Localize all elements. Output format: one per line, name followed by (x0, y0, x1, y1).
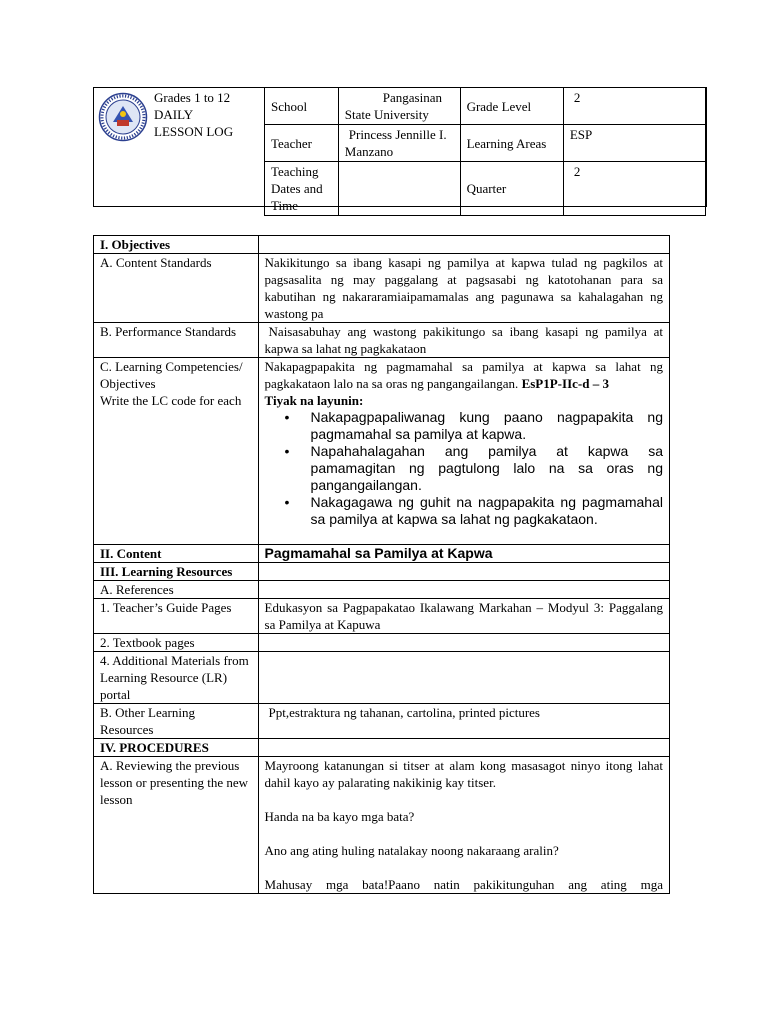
textbook-label: 2. Textbook pages (94, 634, 259, 652)
other-resources-row (94, 704, 670, 739)
teacher-label: Teacher (265, 125, 339, 162)
review-text (258, 757, 669, 894)
school-label: School (265, 88, 339, 125)
title-line-1: Grades 1 to 12 (154, 90, 231, 105)
review-paragraph: Ano ang ating huling natalakay noong nakaraang aralin? (264, 843, 559, 858)
resources-heading: III. Learning Resources (94, 563, 259, 581)
quarter-value: 2 (563, 162, 705, 216)
objectives-heading-row (94, 236, 670, 254)
teacher-value: Princess Jennille I. Manzano (338, 125, 460, 162)
references-label: A. References (94, 581, 259, 599)
content-row (94, 545, 670, 563)
performance-standards-text: Naisasabuhay ang wastong pakikitungo sa ibang kasapi ng pamilya at kapwa sa lahat ng pagkakataon (258, 323, 669, 358)
tiyak-item: • Napahahalagahan ang pamilya at kapwa sa pamamagitan ng pagtulong lalo na sa oras ng pangangailangan. (285, 443, 663, 494)
references-row (94, 581, 670, 599)
competencies-text (258, 358, 669, 545)
lesson-log-header (93, 87, 707, 213)
lesson-plan-table (93, 235, 670, 894)
review-paragraph: Handa na ba kayo mga bata? (264, 809, 415, 824)
lc-code-instruction: Write the LC code for each (100, 393, 242, 408)
school-value: Pangasinan State University (338, 88, 460, 125)
title-line-3: LESSON LOG (154, 124, 234, 139)
objectives-heading-empty (258, 236, 669, 254)
grade-level-label: Grade Level (460, 88, 563, 125)
dates-value (338, 162, 460, 216)
deped-seal-icon (98, 92, 148, 142)
competencies-label-line: C. Learning Competencies/ Objectives (100, 359, 243, 391)
performance-standards-row (94, 323, 670, 358)
content-standards-row (94, 254, 670, 323)
resources-heading-row (94, 563, 670, 581)
title-line-2: DAILY (154, 107, 194, 122)
header-info-table (264, 87, 706, 216)
competencies-paragraph (265, 358, 663, 392)
quarter-label: Quarter (460, 162, 563, 216)
tiyak-list (265, 409, 663, 528)
textbook-value (258, 634, 669, 652)
performance-standards-label: B. Performance Standards (94, 323, 259, 358)
content-heading: II. Content (94, 545, 259, 563)
learning-areas-value: ESP (563, 125, 705, 162)
tiyak-item: • Nakapagpapaliwanag kung paano nagpapakita ng pagmamahal sa pamilya at kapwa. (285, 409, 663, 443)
other-resources-value: Ppt,estraktura ng tahanan, cartolina, printed pictures (258, 704, 669, 739)
tiyak-label: Tiyak na layunin: (264, 393, 364, 408)
additional-materials-label: 4. Additional Materials from Learning Resource (LR) portal (94, 652, 259, 704)
references-empty (258, 581, 669, 599)
objectives-heading: I. Objectives (94, 236, 259, 254)
lc-code: EsP1P-IIc-d – 3 (521, 376, 609, 391)
competencies-statement: Nakapagpapakita ng pagmamahal sa pamilya at kapwa sa lahat ng pagkakataon lalo na sa oras ng pangangailangan. (264, 359, 663, 391)
teachers-guide-value: Edukasyon sa Pagpapakatao Ikalawang Markahan – Modyul 3: Paggalang sa Pamilya at Kapuwa (258, 599, 669, 634)
content-standards-label: A. Content Standards (94, 254, 259, 323)
dates-label: Teaching Dates and Time (265, 162, 339, 216)
review-paragraph: Mahusay mga bata!Paano natin pakikitunguhan ang ating mga (264, 877, 663, 892)
content-value: Pagmamahal sa Pamilya at Kapwa (258, 545, 669, 563)
procedures-heading: IV. PROCEDURES (94, 739, 259, 757)
teachers-guide-label: 1. Teacher’s Guide Pages (94, 599, 259, 634)
other-resources-label: B. Other Learning Resources (94, 704, 259, 739)
additional-materials-row (94, 652, 670, 704)
procedures-heading-empty (258, 739, 669, 757)
content-standards-text: Nakikitungo sa ibang kasapi ng pamilya at kapwa tulad ng pagkilos at pagsasalita ng may paggalang at pagsasabi ng katotohanan para sa kabutihan ng nakararamiaipamamalas ang pagunawa sa kahalagahan ng wastong pa (258, 254, 669, 323)
learning-areas-label: Learning Areas (460, 125, 563, 162)
resources-heading-empty (258, 563, 669, 581)
grade-level-value: 2 (563, 88, 705, 125)
tiyak-item: • Nakagagawa ng guhit na nagpapakita ng pagmamahal sa pamilya at kapwa sa lahat ng pagkakataon. (285, 494, 663, 528)
review-paragraph: Mayroong katanungan si titser at alam kong masasagot ninyo itong lahat dahil kayo ay palarating nakikinig kay titser. (264, 758, 663, 790)
review-label: A. Reviewing the previous lesson or presenting the new lesson (94, 757, 259, 894)
lesson-log-title (154, 89, 264, 140)
competencies-row (94, 358, 670, 545)
procedures-heading-row (94, 739, 670, 757)
textbook-row (94, 634, 670, 652)
teachers-guide-row (94, 599, 670, 634)
additional-materials-value (258, 652, 669, 704)
competencies-label (94, 358, 259, 545)
review-row (94, 757, 670, 894)
